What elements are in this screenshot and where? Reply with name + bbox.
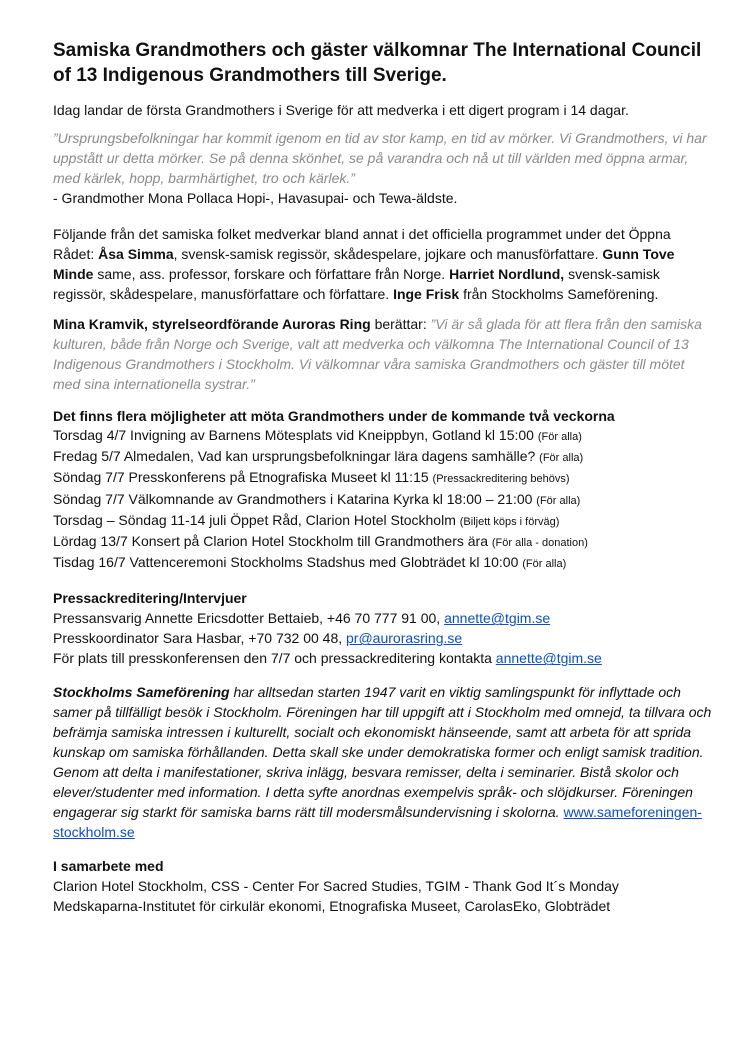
event-note: (Pressackreditering behövs): [432, 473, 570, 486]
partners-line: Medskaparna-Institutet för cirkulär ekonomi, Etnografiska Museet, CarolasEko, Globträdet: [53, 898, 611, 915]
events-heading-text: Det finns flera möjligheter att möta Grandmothers under de kommande två veckorna: [53, 408, 615, 424]
press-section: [53, 588, 713, 668]
event-note: (För alla): [537, 431, 582, 443]
press-contact: Presskoordinator Sara Hasbar, +70 732 00 48,: [53, 630, 347, 647]
event-item: [53, 447, 713, 468]
participant-desc: same, ass. professor, forskare och författare från Norge.: [93, 266, 450, 282]
quote-text: ”Ursprungsbefolkningar har kommit igenom en tid av stor kamp, en tid av mörker. Vi Grandmothers, vi har uppstått ur detta mörker. Se på denna skönhet, se på varandra och nå ut till världen med öppna armar, med kärlek, hopp, barmhärtighet, tro och kärlek.”: [53, 130, 707, 186]
participants-lead: Följande från det samiska folket medverkar bland annat i det officiella programmet under det Öppna Rådet:: [53, 226, 671, 262]
partners-heading-text: I samarbete med: [53, 858, 164, 875]
participant-desc: från Stockholms Sameförening.: [459, 286, 659, 302]
event-note: (Biljett köps i förväg): [459, 515, 560, 528]
event-note: (För alla - donation): [491, 537, 588, 550]
event-item: [53, 426, 713, 447]
press-release: [53, 38, 713, 916]
event-item: [53, 511, 713, 532]
event-note: (För alla): [536, 494, 581, 507]
event-text: Söndag 7/7 Presskonferens på Etnografiska Museet kl 11:15: [53, 469, 433, 486]
press-line: [53, 648, 713, 668]
participant-name: Inge Frisk: [393, 286, 460, 302]
press-email-link[interactable]: annette@tgim.se: [444, 610, 551, 627]
press-line: [53, 628, 713, 648]
press-heading: [53, 588, 713, 608]
mina-quote: ”Vi är så glada för att flera från den samiska kulturen, både från Norge och Sverige, valt att medverka och välkomna The International Council of 13 Indigenous Grandmothers i Stockholm. Vi välkomnar våra samiska Grandmothers och gäster till mötet med sina internationella systrar.”: [53, 316, 702, 392]
quote-attribution: - Grandmother Mona Pollaca Hopi-, Havasupai- och Tewa-äldste.: [53, 190, 458, 206]
sameforening-paragraph: [53, 682, 713, 842]
event-item: [53, 468, 713, 489]
intro-paragraph: Idag landar de första Grandmothers i Sverige för att medverka i ett digert program i 14 dagar.: [53, 102, 629, 118]
partners-line: Clarion Hotel Stockholm, CSS - Center For Sacred Studies, TGIM - Thank God It´s Monday: [53, 878, 619, 895]
event-item: [53, 553, 713, 574]
event-item: [53, 490, 713, 511]
event-text: Torsdag – Söndag 11-14 juli Öppet Råd, Clarion Hotel Stockholm: [53, 511, 460, 528]
event-text: Tisdag 16/7 Vattenceremoni Stockholms Stadshus med Globträdet kl 10:00: [53, 554, 523, 571]
mina-speaker: Mina Kramvik, styrelseordförande Auroras Ring: [53, 316, 371, 332]
events-list: [53, 426, 713, 574]
participant-name: Gunn Tove Minde: [53, 246, 675, 282]
participant-name: Harriet Nordlund,: [449, 266, 565, 282]
events-heading: [53, 406, 713, 426]
event-note: (För alla): [539, 452, 584, 465]
sameforening-text: har alltsedan starten 1947 varit en viktig samlingspunkt för inflyttade och samer på tillfälligt besök i Stockholm. Föreningen har till uppgift att i Stockholm med omnejd, ta tillvara och befrämja samiska intressen i kulturellt, socialt och ekonomiskt hänseende, samt att arbeta för att sprida kunskap om samiska förhållanden. Detta skall ske under demokratiska former och enligt samisk tradition. Genom att delta i manifestationer, skriva inlägg, besvara remisser, delta i seminarier. Bistå skolor och elever/studenter med information. I detta syfte anordnas exempelvis språk- och slöjdkurser. Föreningen engagerar sig starkt för samiska barns rätt till modersmålsundervisning i skolorna.: [53, 684, 712, 821]
event-text: Lördag 13/7 Konsert på Clarion Hotel Stockholm till Grandmothers ära: [53, 533, 492, 550]
press-heading-text: Pressackreditering/Intervjuer: [53, 590, 247, 607]
event-item: [53, 532, 713, 553]
sameforening-link[interactable]: www.sameforeningen-stockholm.se: [53, 804, 702, 841]
partners-section: [53, 856, 713, 916]
sameforening-name: Stockholms Sameförening: [53, 684, 230, 701]
press-contact: För plats till presskonferensen den 7/7 och pressackreditering kontakta: [53, 650, 496, 667]
press-line: [53, 608, 713, 628]
participant-name: Åsa Simma: [98, 246, 174, 262]
event-text: Torsdag 4/7 Invigning av Barnens Mötesplats vid Kneippbyn, Gotland kl 15:00: [53, 427, 538, 443]
participant-desc: , svensk-samisk regissör, skådespelare, jojkare och manusförfattare.: [173, 246, 603, 262]
event-note: (För alla): [522, 558, 567, 571]
event-text: Söndag 7/7 Välkomnande av Grandmothers i Katarina Kyrka kl 18:00 – 21:00: [53, 490, 537, 507]
mina-says: berättar:: [370, 316, 431, 332]
partners-heading: [53, 856, 713, 876]
page-title: Samiska Grandmothers och gäster välkomnar The International Council of 13 Indigenous Grandmothers till Sverige.: [53, 40, 702, 86]
participant-desc: svensk-samisk regissör, skådespelare, manusförfattare och författare.: [53, 266, 660, 302]
press-contact: Pressansvarig Annette Ericsdotter Bettaieb, +46 70 777 91 00,: [53, 610, 445, 627]
event-text: Fredag 5/7 Almedalen, Vad kan ursprungsbefolkningar lära dagens samhälle?: [53, 448, 540, 465]
participants-paragraph: [53, 224, 713, 304]
events-section: [53, 406, 713, 574]
grandmother-quote: [53, 128, 713, 208]
mina-quote-paragraph: [53, 314, 713, 394]
press-email-link[interactable]: annette@tgim.se: [495, 650, 602, 667]
press-email-link[interactable]: pr@aurorasring.se: [346, 630, 463, 647]
